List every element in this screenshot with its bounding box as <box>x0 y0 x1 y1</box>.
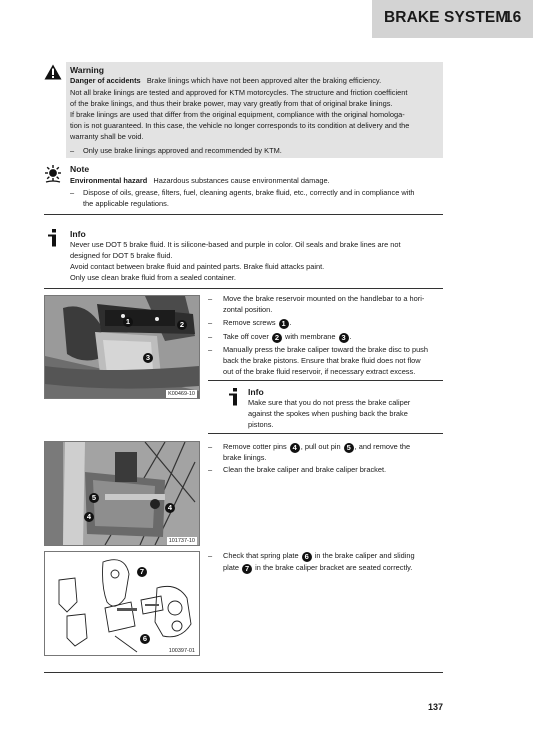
step-line: zontal position. <box>223 305 273 314</box>
page-number: 137 <box>428 702 444 712</box>
warning-body-line: tion is not guaranteed. In this case, the vehicle no longer corresponds to its condition at delivery and the <box>70 121 410 130</box>
note-hazard-line: Environmental hazard Hazardous substances cause environmental damage. <box>70 176 330 185</box>
info-line: Never use DOT 5 brake fluid. It is silicone-based and purple in color. Oil seals and brake lines are not <box>70 240 401 249</box>
callout-marker: 5 <box>89 493 99 503</box>
warning-body-line: If brake linings are used that differ from the original equipment, compliance with the original homologa- <box>70 110 405 119</box>
step-line: Remove screws 1 . <box>223 318 292 328</box>
callout-marker: 6 <box>140 634 150 644</box>
note-bullet-line: the applicable regulations. <box>83 199 169 208</box>
bullet-dash: – <box>208 294 213 303</box>
section-divider <box>44 214 443 215</box>
warning-danger-line: Danger of accidents Brake linings which have not been approved alter the braking efficiency. <box>70 76 382 85</box>
step-line: Take off cover 2 with membrane 3 . <box>223 332 352 342</box>
bullet-dash: – <box>208 345 213 354</box>
bullet-dash: – <box>208 442 213 451</box>
info-heading: Info <box>248 387 264 397</box>
section-divider <box>208 433 443 434</box>
step-line: Manually press the brake caliper toward the brake disc to push <box>223 345 428 354</box>
environment-hazard-icon <box>44 164 62 189</box>
chapter-number: 16 <box>504 9 522 26</box>
figure-brake-caliper <box>44 441 200 546</box>
note-bullet-line: Dispose of oils, grease, filters, fuel, cleaning agents, brake fluid, etc., correctly and in compliance with <box>83 188 415 197</box>
bullet-dash: – <box>208 551 213 560</box>
warning-bullet: Only use brake linings approved and recommended by KTM. <box>83 146 282 155</box>
step-line: plate 7 in the brake caliper bracket are seated correctly. <box>223 563 413 573</box>
figure-spring-plates <box>44 551 200 656</box>
step-line: Clean the brake caliper and brake caliper bracket. <box>223 465 387 474</box>
bullet-dash: – <box>208 318 213 327</box>
figure-code: 100397-01 <box>168 648 195 654</box>
step-line: out of the brake fluid reservoir, if necessary extract excess. <box>223 367 416 376</box>
warning-body-line: warranty shall be void. <box>70 132 144 141</box>
bullet-dash: – <box>208 465 213 474</box>
info-line: Only use clean brake fluid from a sealed container. <box>70 273 236 282</box>
callout-marker: 3 <box>143 353 153 363</box>
figure-brake-reservoir <box>44 295 200 399</box>
callout-marker: 7 <box>137 567 147 577</box>
footer-divider <box>44 672 443 673</box>
callout-marker: 2 <box>177 320 187 330</box>
info-line: Make sure that you do not press the brake caliper <box>248 398 411 407</box>
bullet-dash: – <box>208 332 213 341</box>
section-divider <box>208 380 443 381</box>
step-line: Remove cotter pins 4 , pull out pin 5 , and remove the <box>223 442 411 452</box>
info-icon <box>48 229 60 252</box>
bullet-dash: – <box>70 188 75 197</box>
figure-code: 101737-10 <box>168 538 195 544</box>
step-line: Move the brake reservoir mounted on the handlebar to a hori- <box>223 294 425 303</box>
callout-marker: 4 <box>84 512 94 522</box>
warning-heading: Warning <box>70 65 105 75</box>
warning-body-line: Not all brake linings are tested and approved for KTM motorcycles. The structure and friction coefficient <box>70 88 408 97</box>
callout-marker: 1 <box>123 317 133 327</box>
info-line: Avoid contact between brake fluid and painted parts. Brake fluid attacks paint. <box>70 262 325 271</box>
callout-marker: 4 <box>165 503 175 513</box>
bullet-dash: – <box>70 146 75 155</box>
warning-body-line: of the brake linings, and thus their brake power, may vary greatly from that of original brake linings. <box>70 99 393 108</box>
section-divider <box>44 288 443 289</box>
step-line: back the brake pistons. Ensure that brake fluid does not flow <box>223 356 421 365</box>
info-line: pistons. <box>248 420 274 429</box>
step-line: brake linings. <box>223 453 267 462</box>
info-icon <box>229 388 241 411</box>
warning-triangle-icon <box>44 64 62 85</box>
info-heading: Info <box>70 229 86 239</box>
note-heading: Note <box>70 164 90 174</box>
info-line: against the spokes when pushing back the brake <box>248 409 408 418</box>
chapter-title: BRAKE SYSTEM <box>384 9 509 26</box>
figure-code: K00469-10 <box>168 391 195 397</box>
info-line: designed for DOT 5 brake fluid. <box>70 251 173 260</box>
step-line: Check that spring plate 6 in the brake caliper and sliding <box>223 551 415 561</box>
